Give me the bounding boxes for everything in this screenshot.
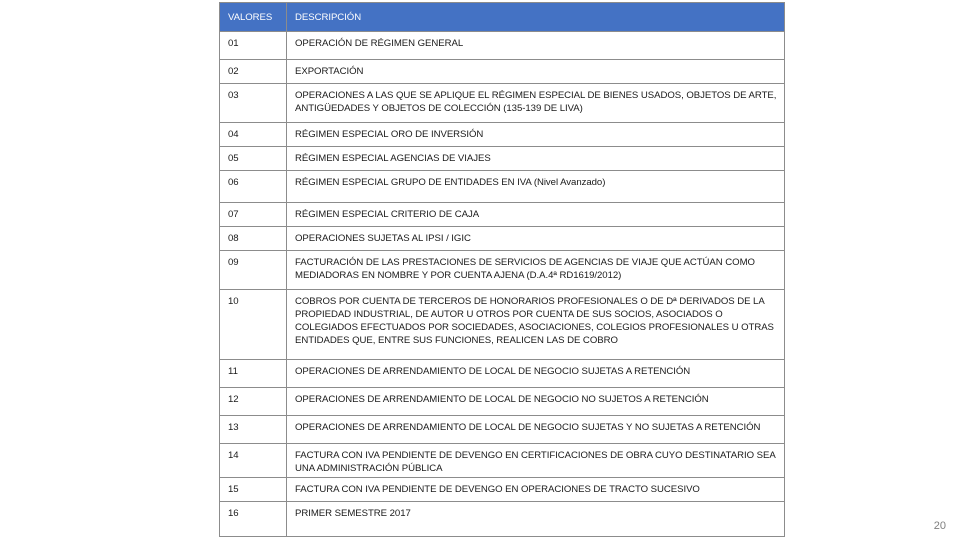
cell-valor: 07 [220, 203, 287, 227]
cell-valor: 02 [220, 60, 287, 84]
cell-descripcion: FACTURA CON IVA PENDIENTE DE DEVENGO EN OPERACIONES DE TRACTO SUCESIVO [287, 478, 785, 502]
cell-descripcion: OPERACIONES SUJETAS AL IPSI / IGIC [287, 227, 785, 251]
cell-descripcion: OPERACIÓN DE RÉGIMEN GENERAL [287, 32, 785, 60]
cell-valor: 10 [220, 290, 287, 360]
cell-valor: 06 [220, 171, 287, 203]
header-valores: VALORES [220, 3, 287, 32]
cell-descripcion: COBROS POR CUENTA DE TERCEROS DE HONORARIOS PROFESIONALES O DE Dª DERIVADOS DE LA PROPIEDAD INDUSTRIAL, DE AUTOR U OTROS POR CUENTA DE SUS SOCIOS, ASOCIADOS O COLEGIADOS EFECTUADOS POR SOCIEDADES, ASOCIACIONES, COLEGIOS PROFESIONALES U OTRAS ENTIDADES QUE, ENTRE SUS FUNCIONES, REALICEN LAS DE COBRO [287, 290, 785, 360]
cell-valor: 03 [220, 84, 287, 123]
table-header-row [220, 3, 785, 32]
cell-valor: 11 [220, 360, 287, 388]
cell-descripcion: RÉGIMEN ESPECIAL AGENCIAS DE VIAJES [287, 147, 785, 171]
cell-descripcion: RÉGIMEN ESPECIAL GRUPO DE ENTIDADES EN IVA (Nivel Avanzado) [287, 171, 785, 203]
cell-descripcion: OPERACIONES A LAS QUE SE APLIQUE EL RÉGIMEN ESPECIAL DE BIENES USADOS, OBJETOS DE ARTE, ANTIGÜEDADES Y OBJETOS DE COLECCIÓN (135-139 DE LIVA) [287, 84, 785, 123]
table-row [220, 502, 785, 537]
cell-descripcion: PRIMER SEMESTRE 2017 [287, 502, 785, 537]
cell-descripcion: OPERACIONES DE ARRENDAMIENTO DE LOCAL DE NEGOCIO SUJETAS A RETENCIÓN [287, 360, 785, 388]
cell-valor: 12 [220, 388, 287, 416]
table-row [220, 360, 785, 388]
cell-valor: 09 [220, 251, 287, 290]
cell-descripcion: RÉGIMEN ESPECIAL CRITERIO DE CAJA [287, 203, 785, 227]
table-row [220, 251, 785, 290]
values-table [219, 2, 785, 537]
cell-valor: 15 [220, 478, 287, 502]
table-row [220, 444, 785, 478]
cell-valor: 13 [220, 416, 287, 444]
table-row [220, 416, 785, 444]
page-number: 20 [933, 520, 946, 532]
table-row [220, 388, 785, 416]
table-row [220, 60, 785, 84]
table-row [220, 123, 785, 147]
table-row [220, 478, 785, 502]
table-row [220, 227, 785, 251]
cell-valor: 16 [220, 502, 287, 537]
cell-descripcion: FACTURACIÓN DE LAS PRESTACIONES DE SERVICIOS DE AGENCIAS DE VIAJE QUE ACTÚAN COMO MEDIADORAS EN NOMBRE Y POR CUENTA AJENA (D.A.4ª RD1619/2012) [287, 251, 785, 290]
cell-valor: 14 [220, 444, 287, 478]
values-table-container [219, 2, 784, 537]
cell-valor: 08 [220, 227, 287, 251]
cell-descripcion: RÉGIMEN ESPECIAL ORO DE INVERSIÓN [287, 123, 785, 147]
table-row [220, 32, 785, 60]
table-body [220, 32, 785, 537]
cell-descripcion: OPERACIONES DE ARRENDAMIENTO DE LOCAL DE NEGOCIO NO SUJETOS A RETENCIÓN [287, 388, 785, 416]
cell-descripcion: OPERACIONES DE ARRENDAMIENTO DE LOCAL DE NEGOCIO SUJETAS Y NO SUJETAS A RETENCIÓN [287, 416, 785, 444]
cell-valor: 05 [220, 147, 287, 171]
cell-descripcion: EXPORTACIÓN [287, 60, 785, 84]
cell-valor: 01 [220, 32, 287, 60]
table-row [220, 171, 785, 203]
table-row [220, 290, 785, 360]
header-descripcion: DESCRIPCIÓN [287, 3, 785, 32]
cell-descripcion: FACTURA CON IVA PENDIENTE DE DEVENGO EN CERTIFICACIONES DE OBRA CUYO DESTINATARIO SEA UNA ADMINISTRACIÓN PÚBLICA [287, 444, 785, 478]
table-row [220, 203, 785, 227]
cell-valor: 04 [220, 123, 287, 147]
table-row [220, 147, 785, 171]
table-row [220, 84, 785, 123]
